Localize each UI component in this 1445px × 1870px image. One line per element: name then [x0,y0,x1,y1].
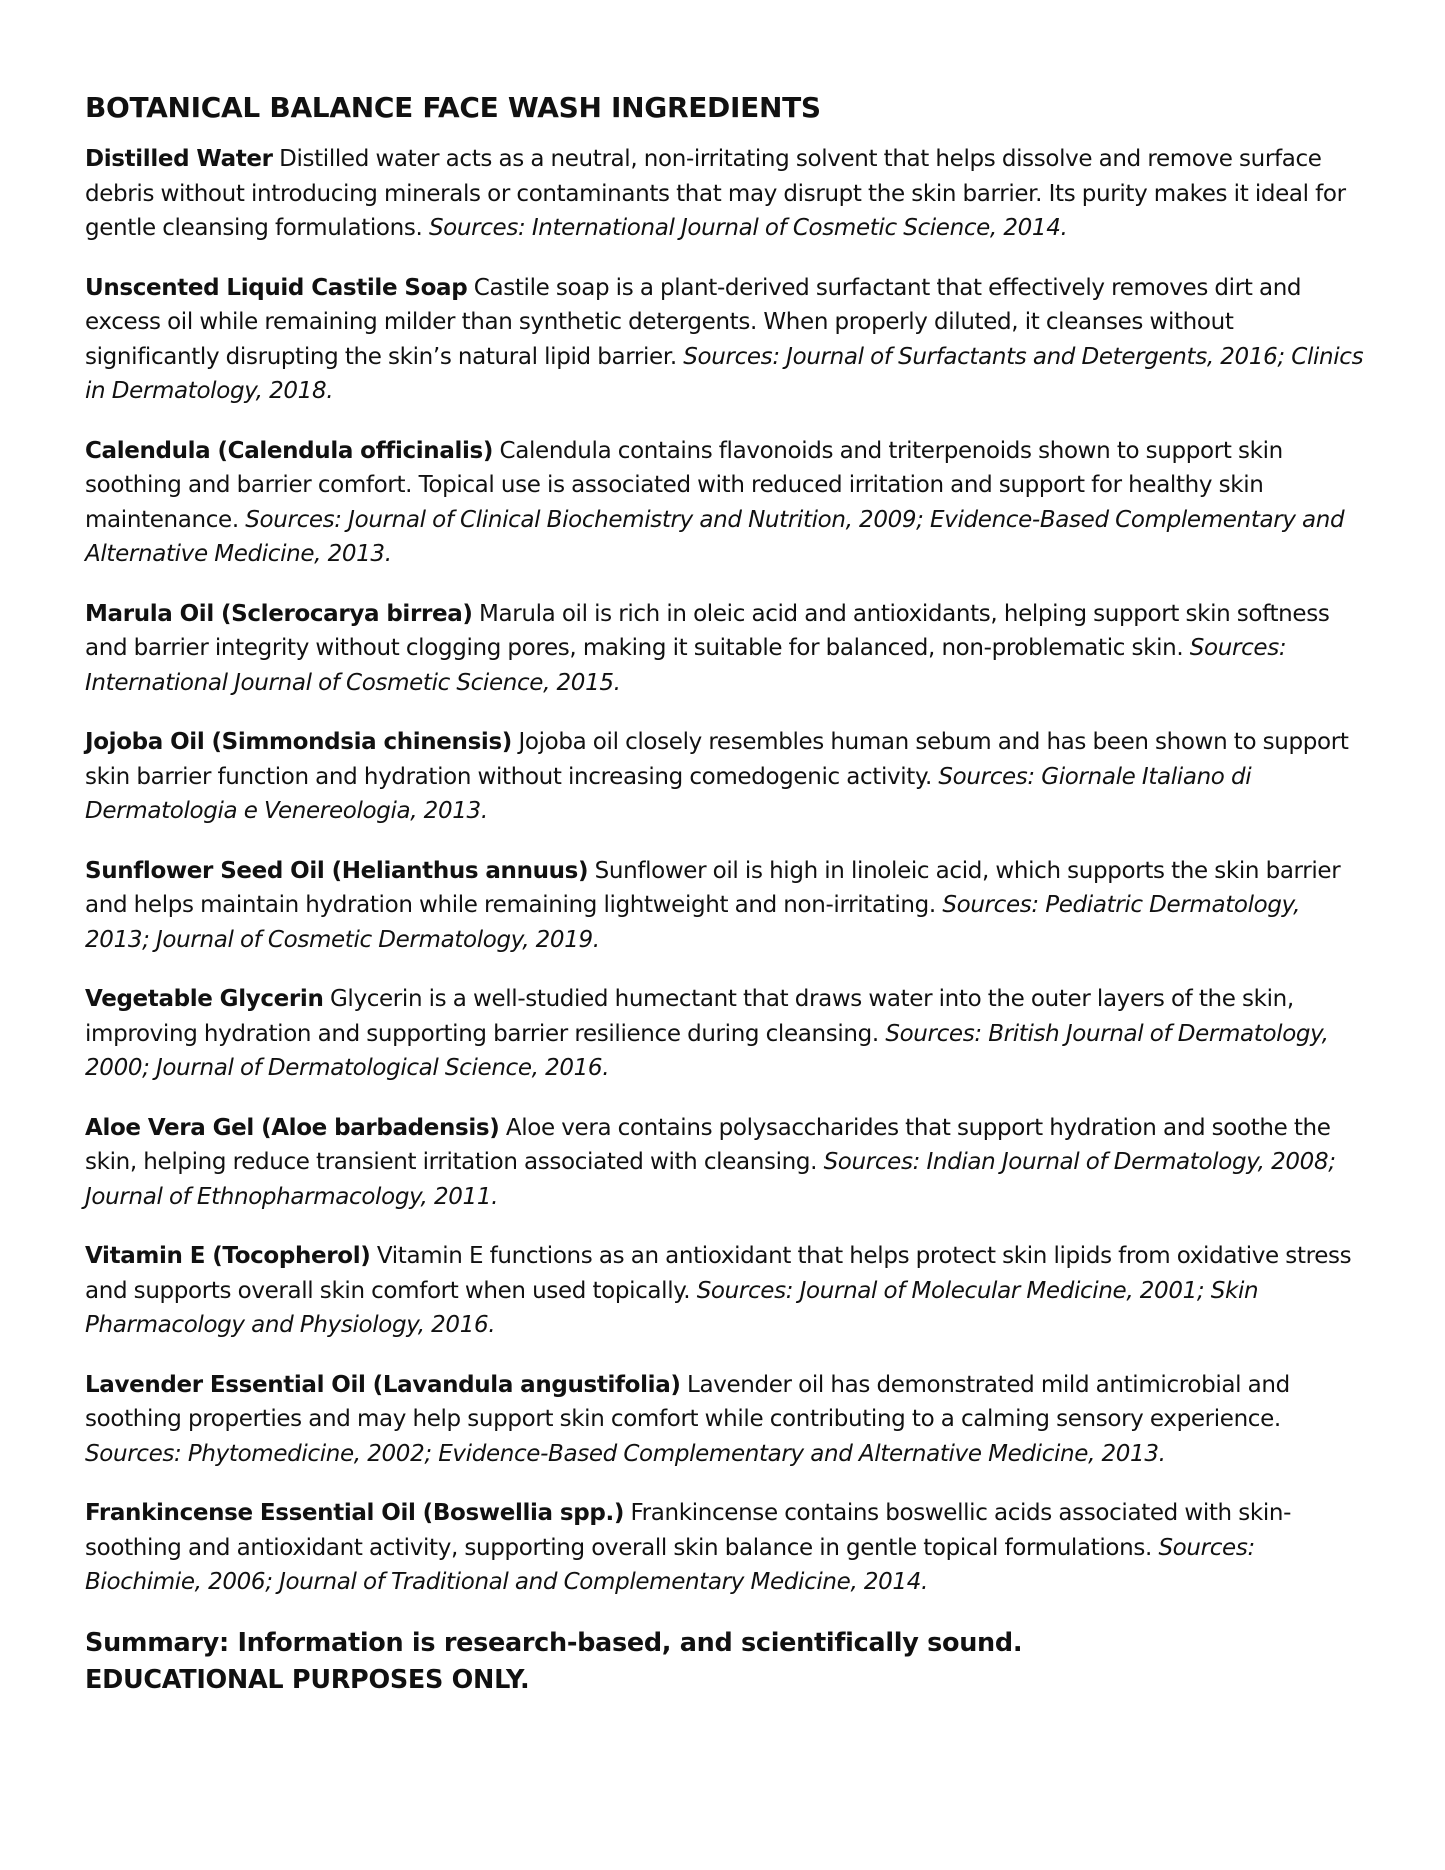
ingredient-name: Marula Oil (Sclerocarya birrea) [85,600,473,627]
ingredient-name: Sunflower Seed Oil (Helianthus annuus) [85,857,589,884]
ingredient-description: Vitamin E functions as an antioxidant that helps protect skin lipids from oxidative stress and supports overall skin comfort when used topically. [85,1243,1352,1304]
ingredient-name: Jojoba Oil (Simmondsia chinensis) [85,729,512,755]
ingredient-sources: Sources: Giornale Italiano di Dermatologia e Venereologia, 2013. [85,763,1252,824]
ingredient-name: Vitamin E (Tocopherol) [85,1243,371,1269]
ingredient-description: Jojoba oil closely resembles human sebum and has been shown to support skin barrier function and hydration without increasing comedogenic activity. [85,729,1349,790]
ingredient-name: Unscented Liquid Castile Soap [85,274,468,301]
ingredient-name: Aloe Vera Gel (Aloe barbadensis) [85,1114,500,1141]
document-page [85,88,1365,1699]
disclaimer: EDUCATIONAL PURPOSES ONLY. [85,1664,530,1695]
ingredient-name: Lavender Essential Oil (Lavandula angustifolia) [85,1371,681,1398]
ingredient-name: Distilled Water [85,146,273,172]
ingredient-sources: Sources: Phytomedicine, 2002; Evidence-Based Complementary and Alternative Medicine, 2013. [85,1440,1166,1467]
ingredient-distilled-water [85,142,1365,246]
ingredient-sunflower-seed-oil [85,854,1365,958]
ingredient-name: Frankincense Essential Oil (Boswellia spp.) [85,1500,624,1526]
ingredient-lavender-oil [85,1368,1365,1472]
ingredient-description: Glycerin is a well-studied humectant that draws water into the outer layers of the skin, improving hydration and supporting barrier resilience during cleansing. [85,986,1294,1047]
ingredient-sources: Sources: International Journal of Cosmetic Science, 2015. [85,635,1287,696]
ingredient-sources: Sources: International Journal of Cosmetic Science, 2014. [428,215,1068,241]
ingredient-description: Castile soap is a plant-derived surfactant that effectively removes dirt and excess oil while remaining milder than synthetic detergents. When properly diluted, it cleanses without significantly disrupting the skin’s natural lipid barrier. [85,274,1302,370]
ingredient-sources: Sources: Journal of Surfactants and Detergents, 2016; Clinics in Dermatology, 2018. [85,343,1364,404]
page-title: BOTANICAL BALANCE FACE WASH INGREDIENTS [85,91,821,124]
ingredient-sources: Sources: Biochimie, 2006; Journal of Traditional and Complementary Medicine, 2014. [85,1534,1255,1595]
ingredient-sources: Sources: Pediatric Dermatology, 2013; Journal of Cosmetic Dermatology, 2019. [85,892,1301,953]
summary-statement: Summary: Information is research-based, and scientifically sound. [85,1627,1023,1658]
ingredient-description: Calendula contains flavonoids and triterpenoids shown to support skin soothing and barrier comfort. Topical use is associated with reduced irritation and support for healthy skin maintenance. [85,437,1283,533]
ingredient-aloe-vera-gel [85,1111,1365,1215]
summary [85,1625,1365,1699]
ingredient-description: Sunflower oil is high in linoleic acid, which supports the skin barrier and helps maintain hydration while remaining lightweight and non-irritating. [85,857,1341,918]
ingredient-description: Aloe vera contains polysaccharides that support hydration and soothe the skin, helping reduce transient irritation associated with cleansing. [85,1114,1331,1175]
ingredient-vitamin-e [85,1239,1365,1343]
ingredient-description: Lavender oil has demonstrated mild antimicrobial and soothing properties and may help support skin comfort while contributing to a calming sensory experience. [85,1371,1290,1432]
ingredient-frankincense-oil [85,1496,1365,1600]
ingredient-sources: Sources: Journal of Clinical Biochemistry and Nutrition, 2009; Evidence-Based Complementary and Alternative Medicine, 2013. [85,506,1345,567]
ingredient-name: Vegetable Glycerin [85,986,324,1012]
ingredient-vegetable-glycerin [85,982,1365,1086]
ingredient-sources: Sources: Journal of Molecular Medicine, 2001; Skin Pharmacology and Physiology, 2016. [85,1277,1259,1338]
ingredient-description: Distilled water acts as a neutral, non-irritating solvent that helps dissolve and remove surface debris without introducing minerals or contaminants that may disrupt the skin barrier. Its purity makes it ideal for gentle cleansing formulations. [85,146,1346,241]
ingredient-calendula [85,434,1365,572]
ingredient-description: Marula oil is rich in oleic acid and antioxidants, helping support skin softness and barrier integrity without clogging pores, making it suitable for balanced, non-problematic skin. [85,600,1330,661]
ingredient-marula-oil [85,597,1365,701]
ingredient-sources: Sources: Indian Journal of Dermatology, 2008; Journal of Ethnopharmacology, 2011. [85,1149,1336,1210]
ingredient-sources: Sources: British Journal of Dermatology, 2000; Journal of Dermatological Science, 2016. [85,1020,1329,1081]
ingredient-description: Frankincense contains boswellic acids associated with skin-soothing and antioxidant activity, supporting overall skin balance in gentle topical formulations. [85,1500,1292,1561]
ingredient-jojoba-oil [85,725,1365,829]
ingredient-castile-soap [85,271,1365,409]
ingredient-name: Calendula (Calendula officinalis) [85,437,494,464]
